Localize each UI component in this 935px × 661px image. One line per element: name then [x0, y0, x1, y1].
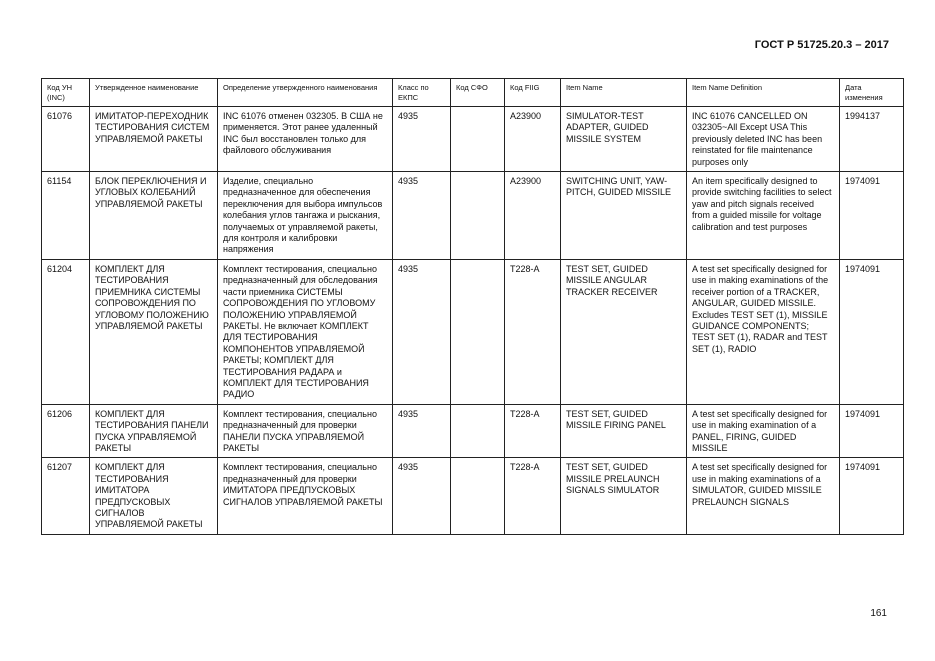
table-row — [42, 259, 904, 404]
cell-change-date: 1994137 — [840, 107, 904, 172]
cell-change-date: 1974091 — [840, 172, 904, 260]
col-header-fiig-code: Код FIIG — [505, 79, 561, 107]
cell-inc: 61206 — [42, 404, 90, 458]
cell-inc: 61154 — [42, 172, 90, 260]
table-row — [42, 458, 904, 534]
table-row — [42, 404, 904, 458]
cell-item-name: TEST SET, GUIDED MISSILE PRELAUNCH SIGNALS SIMULATOR — [561, 458, 687, 534]
cell-name-ru: КОМПЛЕКТ ДЛЯ ТЕСТИРОВАНИЯ ПАНЕЛИ ПУСКА УПРАВЛЯЕМОЙ РАКЕТЫ — [90, 404, 218, 458]
cell-fiig-code: T228-A — [505, 458, 561, 534]
cell-item-definition: A test set specifically designed for use in making examination of a PANEL, FIRING, GUIDED MISSILE — [687, 404, 840, 458]
cell-item-name: SWITCHING UNIT, YAW-PITCH, GUIDED MISSILE — [561, 172, 687, 260]
cell-sfo-code — [451, 107, 505, 172]
cell-ekps-class: 4935 — [393, 172, 451, 260]
col-header-item-definition: Item Name Definition — [687, 79, 840, 107]
cell-definition-ru: Комплект тестирования, специально предназначенный для обследования части приемника СИСТЕМЫ СОПРОВОЖДЕНИЯ ПО УГЛОВОМУ ПОЛОЖЕНИЮ УПРАВЛЯЕМОЙ РАКЕТЫ. Не включает КОМПЛЕКТ ДЛЯ ТЕСТИРОВАНИЯ КОМПОНЕНТОВ УПРАВЛЯЕМОЙ РАКЕТЫ; КОМПЛЕКТ ДЛЯ ТЕСТИРОВАНИЯ РАДАРА и КОМПЛЕКТ ДЛЯ ТЕСТИРОВАНИЯ РАДИО — [218, 259, 393, 404]
cell-name-ru: БЛОК ПЕРЕКЛЮЧЕНИЯ И УГЛОВЫХ КОЛЕБАНИЙ УПРАВЛЯЕМОЙ РАКЕТЫ — [90, 172, 218, 260]
cell-sfo-code — [451, 172, 505, 260]
col-header-ekps-class: Класс по ЕКПС — [393, 79, 451, 107]
cell-item-definition: An item specifically designed to provide switching facilities to select yaw and pitch signals received from a guided missile for voltage calibration and test purposes — [687, 172, 840, 260]
cell-ekps-class: 4935 — [393, 404, 451, 458]
cell-item-name: TEST SET, GUIDED MISSILE ANGULAR TRACKER RECEIVER — [561, 259, 687, 404]
cell-change-date: 1974091 — [840, 404, 904, 458]
cell-inc: 61207 — [42, 458, 90, 534]
cell-change-date: 1974091 — [840, 259, 904, 404]
col-header-inc: Код УН (INC) — [42, 79, 90, 107]
cell-definition-ru: Комплект тестирования, специально предназначенный для проверки ИМИТАТОРА ПРЕДПУСКОВЫХ СИГНАЛОВ УПРАВЛЯЕМОЙ РАКЕТЫ — [218, 458, 393, 534]
cell-item-name: SIMULATOR-TEST ADAPTER, GUIDED MISSILE SYSTEM — [561, 107, 687, 172]
col-header-name-ru: Утвержденное наименование — [90, 79, 218, 107]
cell-change-date: 1974091 — [840, 458, 904, 534]
cell-sfo-code — [451, 259, 505, 404]
cell-name-ru: КОМПЛЕКТ ДЛЯ ТЕСТИРОВАНИЯ ПРИЕМНИКА СИСТЕМЫ СОПРОВОЖДЕНИЯ ПО УГЛОВОМУ ПОЛОЖЕНИЮ УПРАВЛЯЕМОЙ РАКЕТЫ — [90, 259, 218, 404]
cell-fiig-code: T228-A — [505, 404, 561, 458]
cell-item-name: TEST SET, GUIDED MISSILE FIRING PANEL — [561, 404, 687, 458]
page-number: 161 — [870, 608, 887, 619]
cell-definition-ru: Комплект тестирования, специально предназначенный для проверки ПАНЕЛИ ПУСКА УПРАВЛЯЕМОЙ РАКЕТЫ — [218, 404, 393, 458]
header-row — [42, 79, 904, 107]
cell-ekps-class: 4935 — [393, 107, 451, 172]
cell-ekps-class: 4935 — [393, 259, 451, 404]
cell-item-definition: A test set specifically designed for use in making examinations of the receiver portion of a TRACKER, ANGULAR, GUIDED MISSILE. Excludes TEST SET (1), MISSILE GUIDANCE COMPONENTS; TEST SET (1), RADAR and TEST SET (1), RADIO — [687, 259, 840, 404]
cell-inc: 61204 — [42, 259, 90, 404]
cell-fiig-code: T228-A — [505, 259, 561, 404]
cell-item-definition: INC 61076 CANCELLED ON 032305~All Except USA This previously deleted INC has been reinstated for file maintenance purposes only — [687, 107, 840, 172]
cell-definition-ru: INC 61076 отменен 032305. В США не применяется. Этот ранее удаленный INC был восстановлен только для файлового обслуживания — [218, 107, 393, 172]
cell-definition-ru: Изделие, специально предназначенное для обеспечения переключения для выбора импульсов колебания углов тангажа и рыскания, получаемых от управляемой ракеты, для контроля и калибровки напряжения — [218, 172, 393, 260]
cell-inc: 61076 — [42, 107, 90, 172]
standard-code: ГОСТ Р 51725.20.3 – 2017 — [754, 39, 889, 51]
cell-sfo-code — [451, 404, 505, 458]
table-row — [42, 172, 904, 260]
cell-item-definition: A test set specifically designed for use in making examinations of a SIMULATOR, GUIDED MISSILE PRELAUNCH SIGNALS — [687, 458, 840, 534]
col-header-change-date: Дата изменения — [840, 79, 904, 107]
cell-sfo-code — [451, 458, 505, 534]
cell-name-ru: ИМИТАТОР-ПЕРЕХОДНИК ТЕСТИРОВАНИЯ СИСТЕМ УПРАВЛЯЕМОЙ РАКЕТЫ — [90, 107, 218, 172]
catalog-table — [41, 78, 904, 535]
cell-fiig-code: A23900 — [505, 172, 561, 260]
col-header-definition-ru: Определение утвержденного наименования — [218, 79, 393, 107]
cell-ekps-class: 4935 — [393, 458, 451, 534]
col-header-item-name: Item Name — [561, 79, 687, 107]
cell-fiig-code: A23900 — [505, 107, 561, 172]
cell-name-ru: КОМПЛЕКТ ДЛЯ ТЕСТИРОВАНИЯ ИМИТАТОРА ПРЕДПУСКОВЫХ СИГНАЛОВ УПРАВЛЯЕМОЙ РАКЕТЫ — [90, 458, 218, 534]
col-header-sfo-code: Код СФО — [451, 79, 505, 107]
table-row — [42, 107, 904, 172]
